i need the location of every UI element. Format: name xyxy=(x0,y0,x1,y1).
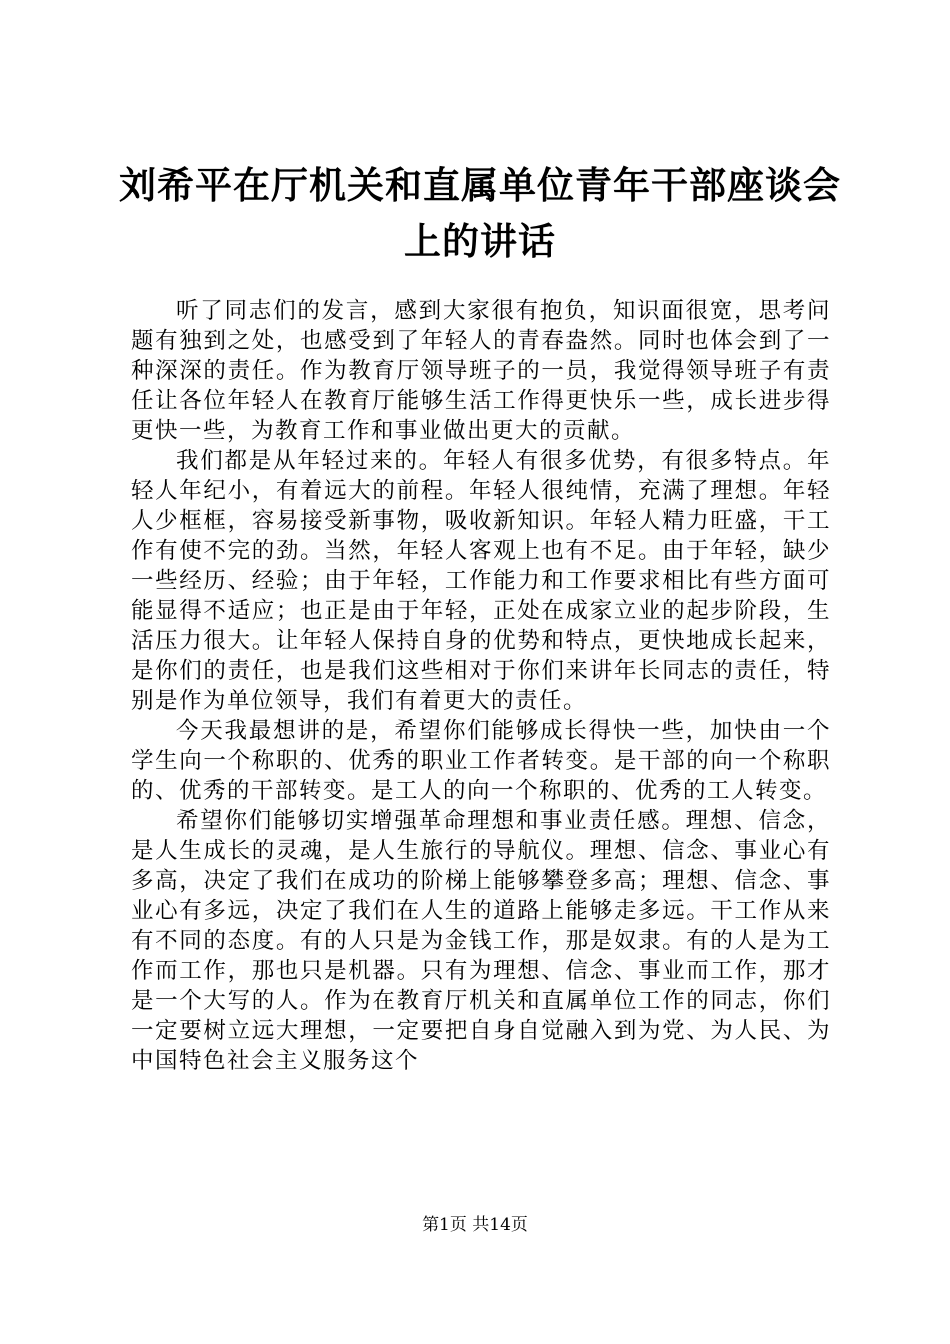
body-paragraph: 希望你们能够切实增强革命理想和事业责任感。理想、信念，是人生成长的灵魂，是人生旅行的导航仪。理想、信念、事业心有多高，决定了我们在成功的阶梯上能够攀登多高；理想、信念、事业心有多远，决定了我们在人生的道路上能够走多远。干工作从来有不同的态度。有的人只是为金钱工作，那是奴隶。有的人是为工作而工作，那也只是机器。只有为理想、信念、事业而工作，那才是一个大写的人。作为在教育厅机关和直属单位工作的同志，你们一定要树立远大理想，一定要把自身自觉融入到为党、为人民、为中国特色社会主义服务这个 xyxy=(131,808,831,1074)
document-body xyxy=(131,296,831,1076)
document-title: 刘希平在厅机关和直属单位青年干部座谈会上的讲话 xyxy=(119,164,841,263)
body-paragraph: 今天我最想讲的是，希望你们能够成长得快一些，加快由一个学生向一个称职的、优秀的职业工作者转变。是干部的向一个称职的、优秀的干部转变。是工人的向一个称职的、优秀的工人转变。 xyxy=(131,718,831,804)
page-number: 第1页 共14页 xyxy=(422,1215,528,1235)
body-paragraph: 我们都是从年轻过来的。年轻人有很多优势，有很多特点。年轻人年纪小，有着远大的前程。年轻人很纯情，充满了理想。年轻人少框框，容易接受新事物，吸收新知识。年轻人精力旺盛，干工作有使不完的劲。当然，年轻人客观上也有不足。由于年轻，缺少一些经历、经验；由于年轻，工作能力和工作要求相比有些方面可能显得不适应；也正是由于年轻，正处在成家立业的起步阶段，生活压力很大。让年轻人保持自身的优势和特点，更快地成长起来，是你们的责任，也是我们这些相对于你们来讲年长同志的责任，特别是作为单位领导，我们有着更大的责任。 xyxy=(131,448,831,714)
body-paragraph: 听了同志们的发言，感到大家很有抱负，知识面很宽，思考问题有独到之处，也感受到了年轻人的青春盎然。同时也体会到了一种深深的责任。作为教育厅领导班子的一员，我觉得领导班子有责任让各位年轻人在教育厅能够生活工作得更快乐一些，成长进步得更快一些，为教育工作和事业做出更大的贡献。 xyxy=(131,298,831,444)
